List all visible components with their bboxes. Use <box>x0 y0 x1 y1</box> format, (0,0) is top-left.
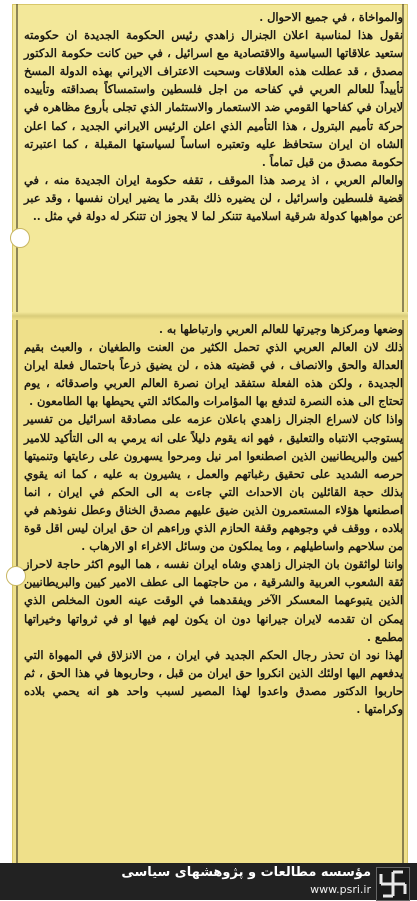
article-paragraph: والعالم العربي ، اذ يرصد هذا الموقف ، تقفه حكومة ايران الجديدة منه ، في قضية فلسطين واسرائيل ، لن يضيره ذلك بقدر ما يضير ايران نفسها ، وقد عبر عن مواهبها كدولة شرقية اسلامية تتنكر لما لا يجوز ان تتنكر له دولة في مثل .. <box>24 172 403 224</box>
swastika-emblem-icon <box>376 867 410 901</box>
watermark-footer <box>0 863 417 900</box>
article-text-block-1 <box>24 8 403 225</box>
article-paragraph: ذلك لان العالم العربي الذي تحمل الكثير من العنت والطغيان ، والعبث بقيم العدالة والحق والانصاف ، في قضيته هذه ، لن يضيق ذرعاً باحتمال فعلة ايران الجديدة ، ولكن هذه الفعلة ستفقد ايران نصرة العالم العربي واصدقائه ، يوم تحتاج الى هذه النصرة لتدفع بها المؤامرات والمكائد التي يحيطها بها الطامعون . <box>24 340 403 409</box>
institute-url[interactable]: www.psri.ir <box>310 883 371 896</box>
punch-hole <box>6 566 26 586</box>
article-paragraph: نقول هذا لمناسبة اعلان الجنرال زاهدي رئيس الحكومة الجديدة ان حكومته ستعيد علاقاتها السياسية والاقتصادية مع اسرائيل ، في حين كانت حكومة الدكتور مصدق ، قد عطلت هذه العلاقات وسحبت الاعتراف الايراني بهذه الدولة المسخ تأييداً للعالم العربي في كفاحه من اجل فلسطين واستمساكاً بصداقته وتأييده لايران في كفاحها القومي ضد الاستعمار والاستثمار الذي تجلى بأروع مظاهره في حركة تأميم البترول ، هذا التأميم الذي اعلن الرئيس الايراني الجديد ، كما اعلن الشاه ان ايران ستحافظ عليه وتعتبره اساساً لسياستها المقبلة ، كما اعتبرته حكومة مصدق من قبل تماماً . <box>24 28 403 169</box>
clipping-seam <box>12 312 408 320</box>
article-paragraph: واننا لواثقون بان الجنرال زاهدي وشاه ايران نفسه ، هما اليوم اكثر حاجة لاحراز ثقة الشعوب العربية والشرقية ، من حاجتهما الى عطف الامير كيين والبريطانيين الذين يتبوعهما المعسكر الآخر ويفقدهما في الوقت عينه العون المخلص الذي يمكن ان تقدمه لايران جيرانها دون ان يكون لهم فيها او في ثرواتها وخيراتها مطمع . <box>24 557 403 644</box>
article-paragraph: والمواخاة ، في جميع الاحوال . <box>259 10 403 24</box>
institute-name: مؤسسه مطالعات و پژوهشهای سیاسی <box>121 865 371 880</box>
article-paragraph: وضعها ومركزها وجيرتها للعالم العربي وارتباطها به . <box>159 322 403 336</box>
column-rule-left <box>16 316 18 864</box>
article-paragraph: واذا كان لاسراع الجنرال زاهدي باعلان عزمه على مصادقة اسرائيل من تفسير يستوجب الانتباه والتعليق ، فهو انه يقوم دليلاً على انه يرمي به الى التأكيد للامير كيين والبريطانيين الذين اصطنعوا امر نيل ومرحوا يسهرون على رعايتها وتنميتها حرصه الشديد على تحقيق رغباتهم والعمل ، يشيرون به عليه ، كما انه يقوي بذلك حجة القائلين بان الاحداث التي جاءت به الى الحكم في ايران ، انما اصطنعها هؤلاء المستعمرون الذين ضيق عليهم مصدق الخناق وعطل نفوذهم في بلاده ، ووقف في وجوههم وقفة الحازم الذي وراءهم ان حق ايران ليس اقل قوة من سلاحهم واساطيلهم ، وما يملكون من وسائل الاغراء او الارهاب . <box>24 412 403 554</box>
article-paragraph: لهذا نود ان تحذر رجال الحكم الجديد في ايران ، من الانزلاق في المهواة التي يدفعهم اليها اولئك الذين انكروا حق ايران من قبل ، وحاربوها في هذا الحق ، ثم حاربوا الدكتور مصدق واعدوا لهذا المصير لسبب واحد هو انه يحمي بلاده وكرامتها . <box>24 647 403 716</box>
punch-hole <box>10 228 30 248</box>
article-text-block-2 <box>24 320 403 718</box>
